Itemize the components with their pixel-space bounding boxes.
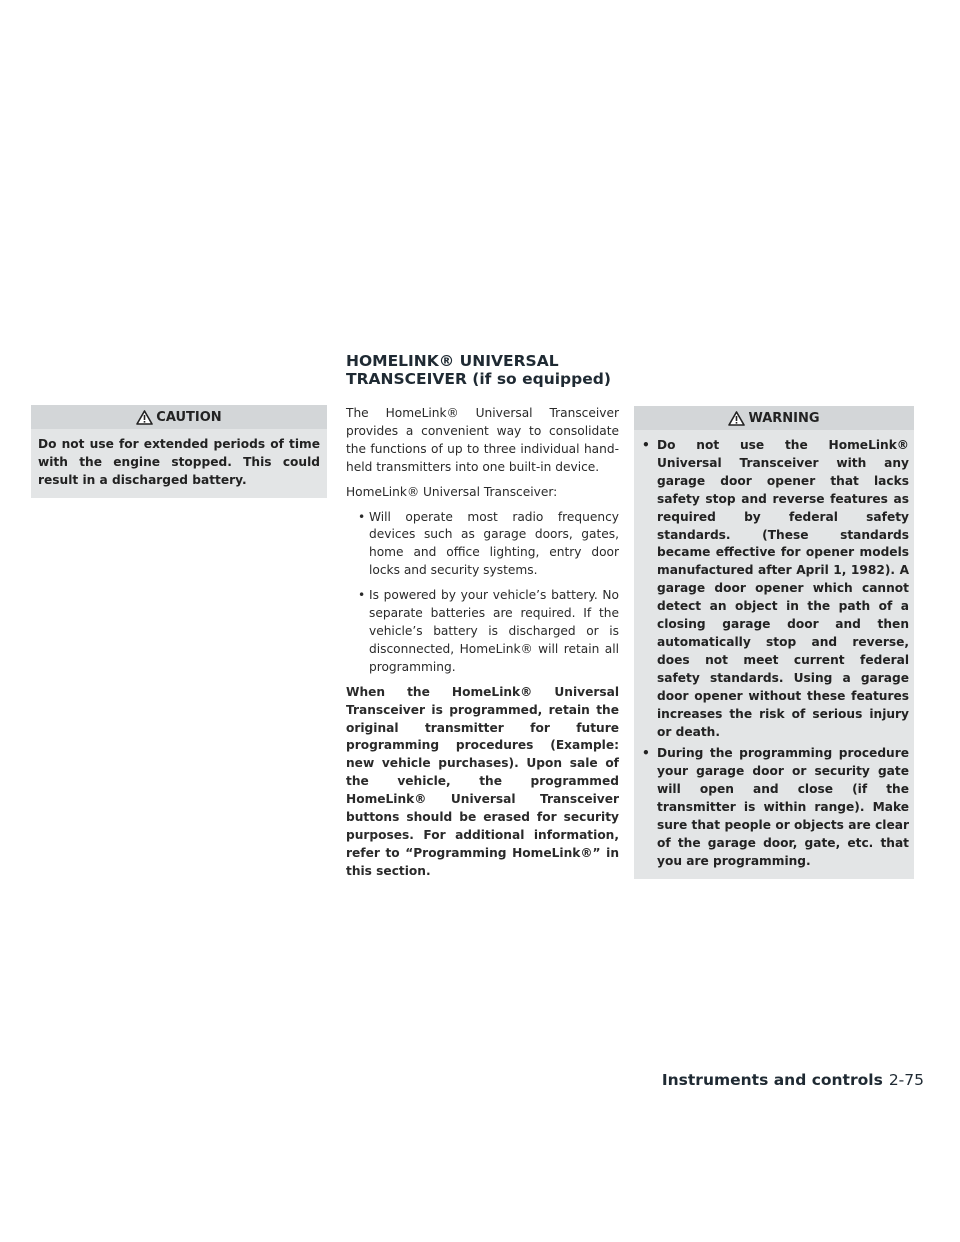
footer-section-name: Instruments and controls bbox=[661, 1071, 883, 1089]
warning-triangle-icon bbox=[728, 411, 745, 426]
warning-item bbox=[641, 437, 909, 741]
feature-list bbox=[346, 509, 619, 677]
section-heading-line1: HOMELINK® UNIVERSAL bbox=[346, 352, 559, 370]
warning-box bbox=[634, 406, 914, 879]
caution-box bbox=[31, 405, 327, 498]
page-footer bbox=[662, 1071, 924, 1089]
list-item-text: Is powered by your vehicle’s battery. No separate batteries are required. If the vehicle’s battery is discharged or is disconnected, HomeLink® will retain all programming. bbox=[369, 588, 619, 674]
bullet: • bbox=[642, 438, 650, 452]
warning-item bbox=[641, 745, 909, 870]
caution-text: Do not use for extended periods of time with the engine stopped. This could result in a discharged battery. bbox=[38, 437, 320, 487]
bullet: • bbox=[642, 746, 650, 761]
warning-list bbox=[641, 437, 909, 871]
list-item bbox=[346, 509, 619, 581]
caution-header bbox=[31, 405, 327, 429]
warning-triangle-icon bbox=[136, 410, 153, 425]
note-paragraph: When the HomeLink® Universal Transceiver is programmed, retain the original transmitter for future programming procedures (Example: new vehicle purchases). Upon sale of the vehicle, the programmed HomeLink® Universal Transceiver buttons should be erased for security purposes. For additional information, refer to “Programming HomeLink®” in this section. bbox=[346, 684, 619, 878]
section-heading bbox=[346, 353, 636, 388]
intro-paragraph: The HomeLink® Universal Transceiver provides a convenient way to consolidate the functions of up to three individual hand-held transmitters into one built-in device. bbox=[346, 406, 619, 474]
warning-header bbox=[634, 406, 914, 430]
list-item bbox=[346, 587, 619, 677]
bullet: • bbox=[358, 509, 366, 524]
section-body bbox=[346, 405, 619, 888]
warning-item-text: Do not use the HomeLink® Universal Transceiver with any garage door opener that lacks safety stop and reverse features as required by federal safety standards. (These standards became effective for opener models manufactured after April 1, 1982). A garage door opener which cannot detect an object in the path of a closing garage door and then automatically stop and reverse, does not meet current federal safety standards. Using a garage door opener without these features increases the risk of serious injury or death. bbox=[657, 438, 909, 739]
section-heading-line2: TRANSCEIVER (if so equipped) bbox=[346, 369, 611, 388]
list-label: HomeLink® Universal Transceiver: bbox=[346, 484, 558, 499]
bullet: • bbox=[358, 588, 366, 603]
page-number: 2-75 bbox=[888, 1071, 924, 1089]
warning-title: WARNING bbox=[748, 410, 820, 426]
warning-item-text: During the programming procedure your garage door or security gate will open and close (if the transmitter is within range). Make sure that people or objects are clear of the garage door, gate, etc. that you are programming. bbox=[657, 746, 909, 868]
list-item-text: Will operate most radio frequency devices such as garage doors, gates, home and office lighting, entry door locks and security systems. bbox=[369, 509, 619, 578]
caution-title: CAUTION bbox=[156, 409, 222, 425]
